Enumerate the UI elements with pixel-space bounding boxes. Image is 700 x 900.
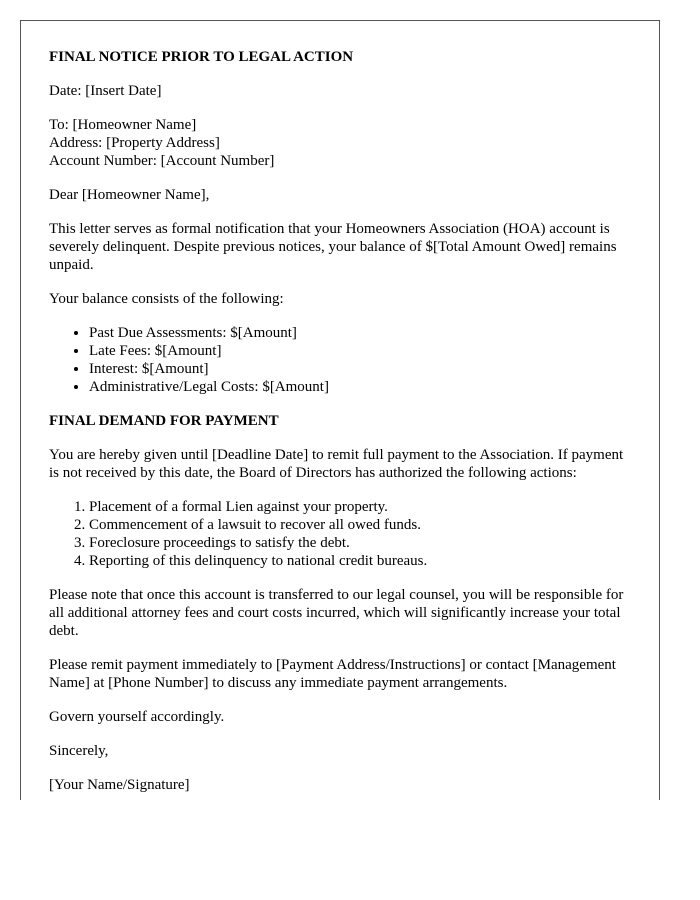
legal-counsel-paragraph: Please note that once this account is transferred to our legal counsel, you will be responsible for all additional attorney fees and court costs incurred, which will significantly increase your total debt.: [49, 587, 624, 639]
list-item: 2. Commencement of a lawsuit to recover all owed funds.: [89, 516, 631, 534]
salutation: Dear [Homeowner Name],: [49, 187, 210, 203]
list-item: 3. Foreclosure proceedings to satisfy the debt.: [89, 534, 631, 552]
actions-list: [49, 498, 631, 570]
demand-paragraph: You are hereby given until [Deadline Date] to remit full payment to the Association. If payment is not received by this date, the Board of Directors has authorized the following actions:: [49, 447, 624, 481]
sign-off: Sincerely,: [49, 743, 109, 759]
intro-paragraph: This letter serves as formal notification that your Homeowners Association (HOA) account is severely delinquent. Despite previous notices, your balance of $[Total Amount Owed] remains unpaid.: [49, 221, 617, 273]
list-item: 4. Reporting of this delinquency to national credit bureaus.: [89, 552, 631, 570]
demand-heading: FINAL DEMAND FOR PAYMENT: [49, 413, 279, 429]
list-item: 1. Placement of a formal Lien against your property.: [89, 498, 631, 516]
list-item: • Past Due Assessments: $[Amount]: [89, 324, 631, 342]
remit-paragraph: Please remit payment immediately to [Payment Address/Instructions] or contact [Management Name] at [Phone Number] to discuss any immediate payment arrangements.: [49, 657, 616, 691]
recipient-to: To: [Homeowner Name]: [49, 117, 197, 133]
list-item: • Administrative/Legal Costs: $[Amount]: [89, 378, 631, 396]
balance-list: [49, 324, 631, 396]
recipient-block: [49, 116, 631, 170]
date-line: Date: [Insert Date]: [49, 83, 162, 99]
closing-remark: Govern yourself accordingly.: [49, 709, 225, 725]
recipient-account: Account Number: [Account Number]: [49, 153, 275, 169]
list-item: • Late Fees: $[Amount]: [89, 342, 631, 360]
letter-page: [20, 20, 660, 800]
recipient-address: Address: [Property Address]: [49, 135, 220, 151]
list-item: • Interest: $[Amount]: [89, 360, 631, 378]
letter-title: FINAL NOTICE PRIOR TO LEGAL ACTION: [49, 49, 354, 65]
signature-line: [Your Name/Signature]: [49, 777, 190, 793]
letter-body: [21, 21, 659, 794]
balance-intro: Your balance consists of the following:: [49, 291, 284, 307]
